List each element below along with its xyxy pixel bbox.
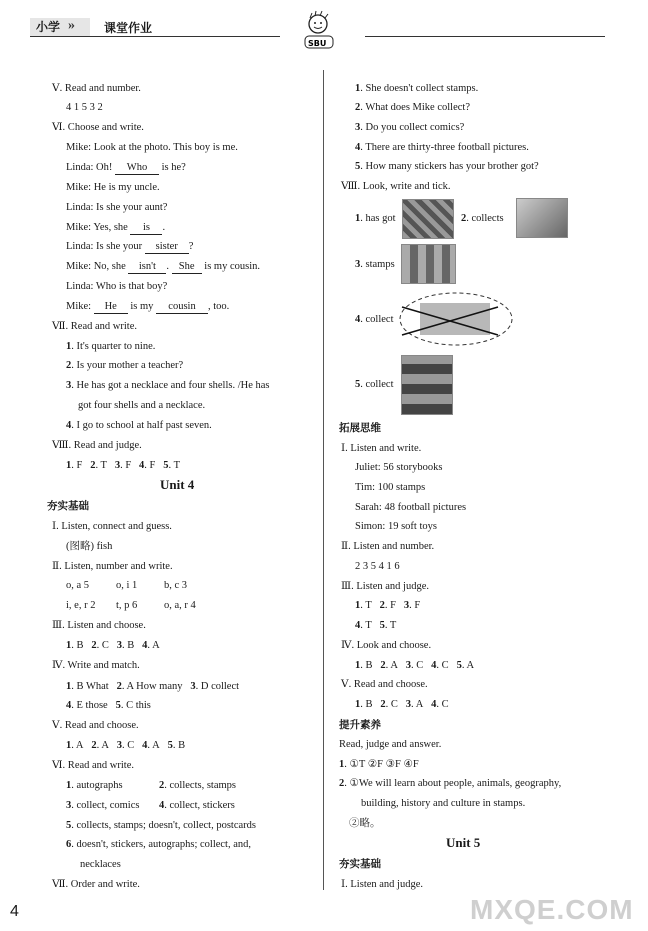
answer-line: 2. What does Mike collect? [355, 102, 470, 113]
answer-line: 5. collects, stamps; doesn't, collect, postcards [66, 820, 256, 831]
section-title: Ⅶ. Order and write. [52, 879, 140, 890]
section-title: Ⅵ. Choose and write. [52, 122, 144, 133]
header-series: 课堂作业 [104, 21, 153, 35]
answer-line: 6. doesn't, stickers, autographs; collect, and, [66, 839, 252, 850]
answer-line: 2. Is your mother a teacher? [66, 360, 184, 371]
section-title: Ⅵ. Read and write. [52, 760, 134, 771]
answer-row: 1. F 2. T 3. F 4. F 5. T [66, 460, 180, 471]
watermark: MXQE.COM [470, 894, 634, 925]
dialogue-line: Mike: He is my cousin , too. [66, 301, 230, 312]
section-title: Ⅴ. Read and choose. [341, 679, 428, 690]
answer-line: 2. ①We will learn about people, animals, geography, [339, 778, 562, 789]
chevron-icon: » [68, 18, 75, 33]
answer-line: 1. has got [355, 213, 396, 224]
section-title: Ⅰ. Listen, connect and guess. [52, 521, 172, 532]
section-title: Ⅱ. Listen and number. [341, 541, 435, 552]
answer-line: 4. I go to school at half past seven. [66, 420, 212, 431]
subsection-heading: 夯实基础 [339, 858, 381, 870]
answer-line: 3. Do you collect comics? [355, 122, 465, 133]
answer-line: 1. autographs [66, 780, 123, 791]
toys-picture [402, 199, 454, 239]
subsection-heading: 拓展思维 [339, 422, 381, 434]
answer-line: ②略。 [349, 818, 381, 829]
answer-row: o, i 1 [116, 580, 138, 591]
answer-line: 4. collect, stickers [159, 800, 235, 811]
subsection-heading: 提升素养 [339, 719, 381, 731]
section-title: Ⅰ. Listen and write. [341, 443, 422, 454]
section-title: Ⅶ. Read and write. [52, 321, 137, 332]
section-title: Ⅷ. Look, write and tick. [341, 181, 451, 192]
answer-line: 4. collect [355, 314, 394, 325]
unit-heading: Unit 5 [446, 835, 481, 850]
answer-line: 5. collect [355, 379, 394, 390]
answer-row: i, e, r 2 [66, 600, 96, 611]
answer-text: (图略) fish [66, 541, 113, 552]
subsection-heading: 夯实基础 [47, 500, 89, 512]
answer-line: necklaces [80, 859, 121, 870]
answer-row: 1. B 2. C 3. B 4. A [66, 640, 160, 651]
section-title: Ⅳ. Look and choose. [341, 640, 432, 651]
answer-line: 5. How many stickers has your brother got? [355, 161, 539, 172]
answer-line: got four shells and a necklace. [78, 400, 206, 411]
header-rule-right [365, 36, 605, 37]
answer-line: building, history and culture in stamps. [361, 798, 526, 809]
dialogue-line: Mike: Look at the photo. This boy is me. [66, 142, 238, 153]
comics-picture [401, 355, 453, 415]
section-title: Ⅳ. Write and match. [52, 660, 140, 671]
answer-line: Tim: 100 stamps [355, 482, 426, 493]
answer-row: t, p 6 [116, 600, 138, 611]
answer-row: b, c 3 [164, 580, 188, 591]
answer-line: 2. collects [461, 213, 504, 224]
crossed-out-picture [398, 291, 514, 347]
answer-line: 2. collects, stamps [159, 780, 236, 791]
dialogue-line: Linda: Who is that boy? [66, 281, 168, 292]
answer-row: 4. E those 5. C this [66, 700, 151, 711]
answer-row: 4. T 5. T [355, 620, 397, 631]
answer-line: 3. stamps [355, 259, 395, 270]
answer-line: 1. ①T ②F ③F ④F [339, 759, 419, 770]
dialogue-line: Mike: Yes, she is . [66, 222, 166, 233]
column-divider [323, 70, 324, 890]
section-title: Ⅲ. Listen and judge. [341, 581, 429, 592]
answer-row: 1. B What 2. A How many 3. D collect [66, 681, 240, 692]
section-title: Ⅱ. Listen, number and write. [52, 561, 173, 572]
page-number: 4 [10, 903, 19, 920]
answer-line: Simon: 19 soft toys [355, 521, 437, 532]
answer-line: 1. She doesn't collect stamps. [355, 83, 479, 94]
answer-row: 1. A 2. A 3. C 4. A 5. B [66, 740, 186, 751]
mascot-icon [300, 10, 340, 52]
answer-text: 4 1 5 3 2 [66, 102, 103, 113]
answer-line: Juliet: 56 storybooks [355, 462, 443, 473]
stamps-picture [401, 244, 456, 284]
soft-toys-picture [516, 198, 568, 238]
answer-line: Sarah: 48 football pictures [355, 502, 467, 513]
dialogue-line: Linda: Oh! Who is he? [66, 162, 186, 173]
section-title: Read, judge and answer. [339, 739, 442, 750]
answer-row: o, a, r 4 [164, 600, 196, 611]
section-title: Ⅰ. Listen and judge. [341, 879, 424, 890]
answer-text: 2 3 5 4 1 6 [355, 561, 400, 572]
unit-heading: Unit 4 [160, 477, 195, 492]
dialogue-line: Mike: No, she isn't . She is my cousin. [66, 261, 261, 272]
dialogue-line: Linda: Is she your sister ? [66, 241, 194, 252]
answer-line: 3. collect, comics [66, 800, 140, 811]
answer-row: o, a 5 [66, 580, 90, 591]
header-rule-left [30, 36, 280, 37]
answer-row: 1. B 2. A 3. C 4. C 5. A [355, 660, 475, 671]
svg-text:SBU: SBU [308, 39, 327, 48]
section-title: Ⅷ. Read and judge. [52, 440, 142, 451]
answer-row: 1. T 2. F 3. F [355, 600, 421, 611]
section-title: Ⅴ. Read and number. [52, 83, 141, 94]
answer-line: 4. There are thirty-three football pictures. [355, 142, 529, 153]
header-section: 小学 [36, 20, 61, 34]
dialogue-line: Linda: Is she your aunt? [66, 202, 168, 213]
section-title: Ⅲ. Listen and choose. [52, 620, 146, 631]
answer-line: 3. He has got a necklace and four shells. /He has [66, 380, 270, 391]
answer-line: 1. It's quarter to nine. [66, 341, 156, 352]
answer-row: 1. B 2. C 3. A 4. C [355, 699, 449, 710]
dialogue-line: Mike: He is my uncle. [66, 182, 160, 193]
section-title: Ⅴ. Read and choose. [52, 720, 139, 731]
